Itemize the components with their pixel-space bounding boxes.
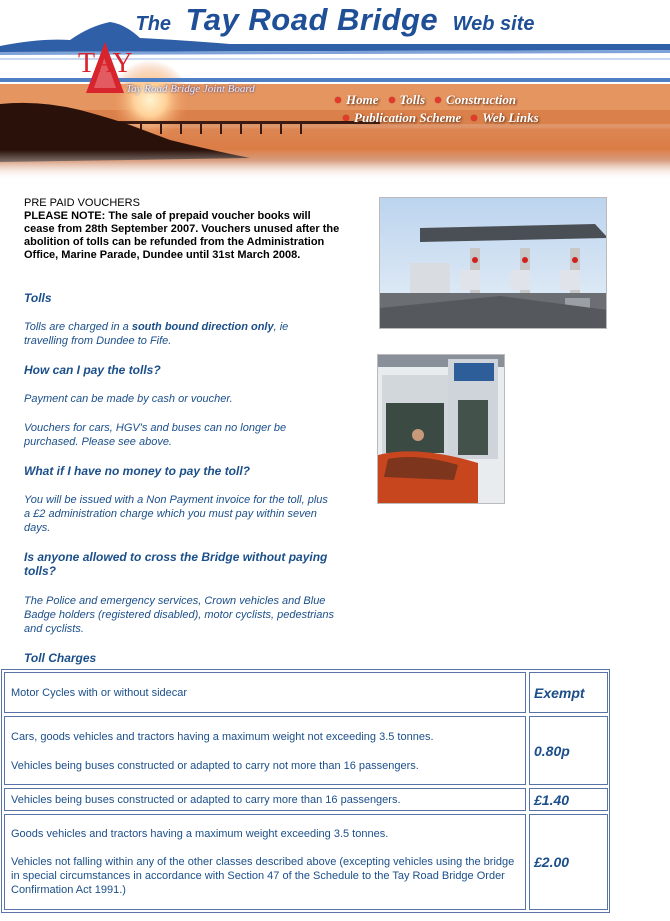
nav-construction-link[interactable] [435, 92, 516, 108]
red-dot-icon [335, 97, 341, 103]
site-title-main: Tay Road Bridge [185, 2, 439, 37]
tolls-section-title-wrap [24, 291, 334, 305]
table-row [4, 672, 526, 713]
faq-question-exempt: Is anyone allowed to cross the Bridge without paying tolls? [24, 550, 328, 578]
main-nav [335, 91, 635, 127]
nav-tolls-link[interactable] [389, 92, 426, 108]
voucher-notice [24, 197, 344, 262]
toll-row-4-price: £2.00 [529, 814, 608, 910]
nav-home-label: Home [346, 92, 379, 107]
site-title-prefix: The [135, 13, 172, 35]
faq-question-pay: How can I pay the tolls? [24, 363, 161, 377]
toll-row-3-price: £1.40 [529, 788, 608, 811]
toll-row-1-price: Exempt [529, 672, 608, 713]
toll-row-4-desc-2: Vehicles not falling within any of the other classes described above (excepting vehicles using the bridge in special circumstances in accordance with Section 47 of the Schedule to the Tay Road Bridge Order Confirmation Act 1991.) [11, 856, 515, 896]
nav-web-links-link[interactable] [471, 110, 538, 126]
red-dot-icon [389, 97, 395, 103]
toll-charges-table [1, 669, 610, 913]
toll-row-2-price: 0.80p [529, 716, 608, 785]
toll-row-1-desc-1: Motor Cycles with or without sidecar [11, 687, 188, 699]
nav-web-links-label: Web Links [482, 110, 539, 125]
tolls-direction-post: , ie travelling from Dundee to Fife. [24, 321, 289, 347]
tay-logo: TAY [78, 48, 134, 79]
toll-row-3-desc-1: Vehicles being buses constructed or adapted to carry more than 16 passengers. [11, 794, 401, 806]
site-title-suffix: Web site [452, 13, 535, 35]
faq-answer [24, 493, 334, 535]
tolls-direction-pre: Tolls are charged in a [24, 321, 132, 333]
nav-tolls-label: Tolls [399, 92, 426, 107]
red-dot-icon [471, 115, 477, 121]
toll-plaza-photo [379, 197, 607, 329]
toll-row-4-desc-1: Goods vehicles and tractors having a maximum weight exceeding 3.5 tonnes. [11, 828, 389, 840]
tolls-title: Tolls [24, 291, 52, 305]
toll-charges-title: Toll Charges [24, 651, 97, 665]
faq-question [24, 550, 334, 578]
red-dot-icon [343, 115, 349, 121]
faq-answer [24, 421, 334, 449]
table-row [4, 814, 526, 910]
notice-body: PLEASE NOTE: The sale of prepaid voucher books will cease from 28th September 2007. Vouchers unused after the abolition of tolls can be refunded from the Administration Office, Marine Parade, Dundee until 31st March 2008. [24, 210, 340, 261]
faq-answer [24, 594, 334, 636]
site-title [0, 2, 670, 38]
nav-home-link[interactable] [335, 92, 379, 108]
toll-row-2-desc-1: Cars, goods vehicles and tractors having a maximum weight not exceeding 3.5 tonnes. [11, 731, 434, 743]
tolls-direction-bold: south bound direction only [131, 321, 274, 333]
toll-booth-photo [377, 354, 505, 504]
toll-row-2-desc-2: Vehicles being buses constructed or adapted to carry not more than 16 passengers. [11, 760, 419, 772]
faq-answer-pay-1: Payment can be made by cash or voucher. [24, 393, 233, 405]
board-name: Tay Road Bridge Joint Board [126, 83, 255, 95]
nav-publication-scheme-link[interactable] [343, 110, 461, 126]
faq-answer-exempt: The Police and emergency services, Crown vehicles and Blue Badge holders (registered disabled), motor cyclists, pedestrians and cyclists. [24, 595, 334, 635]
notice-heading: PRE PAID VOUCHERS [24, 197, 140, 209]
faq-answer [24, 392, 334, 406]
faq-question [24, 363, 334, 377]
faq-question-no-money: What if I have no money to pay the toll? [24, 464, 251, 478]
faq-answer-no-money: You will be issued with a Non Payment invoice for the toll, plus a £2 administration charge which you must pay within seven days. [24, 494, 328, 534]
faq-answer-pay-2: Vouchers for cars, HGV's and buses can no longer be purchased. Please see above. [24, 422, 287, 448]
table-row [4, 788, 526, 811]
nav-construction-label: Construction [446, 92, 517, 107]
red-dot-icon [435, 97, 441, 103]
table-row [4, 716, 526, 785]
faq-question [24, 464, 334, 478]
nav-publication-scheme-label: Publication Scheme [354, 110, 462, 125]
header-banner [0, 0, 670, 180]
tolls-direction-text [24, 320, 334, 348]
